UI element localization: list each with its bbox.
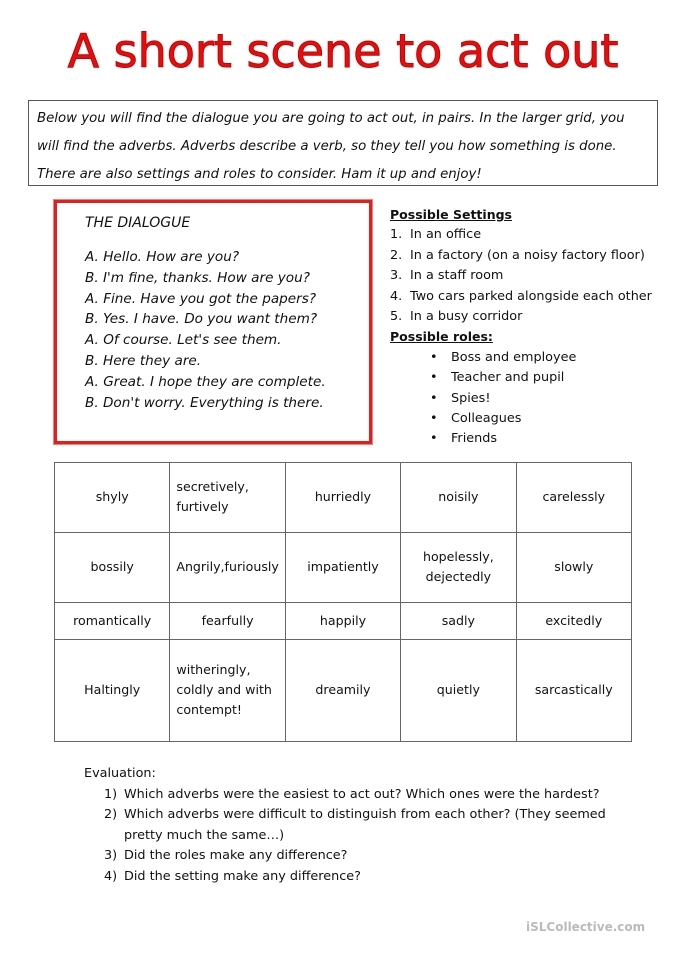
question-number: 4) [104, 868, 118, 884]
dialogue-line: B. Don't worry. Everything is there. [85, 394, 324, 411]
adverb-cell: witheringly, coldly and with contempt! [170, 639, 285, 741]
adverbs-grid [54, 462, 632, 742]
setting-label: In an office [410, 227, 482, 243]
dialogue-line: A. Hello. How are you? [85, 249, 240, 265]
question-number: 2) [104, 807, 118, 823]
setting-item [390, 246, 652, 266]
role-label: Spies! [451, 390, 491, 406]
question-number: 3) [104, 848, 118, 864]
dialogue-line: A. Great. I hope they are complete. [85, 373, 326, 390]
settings-roles [390, 205, 652, 450]
dialogue-line: B. Yes. I have. Do you want them? [85, 311, 318, 328]
question-text: Did the roles make any difference? [124, 848, 348, 864]
bullet-icon: • [430, 411, 438, 427]
intro-box: Below you will find the dialogue you are going to act out, in pairs. In the larger grid, you will find the adverbs. Adverbs describe a verb, so they tell you how something is done. There are also settings and roles to consider. Ham it up and enjoy! [28, 100, 658, 186]
setting-item [390, 307, 652, 327]
adverb-cell: Haltingly [55, 639, 170, 741]
role-item [390, 409, 652, 429]
adverb-cell: hopelessly, dejectedly [401, 532, 516, 602]
bullet-icon: • [430, 390, 438, 406]
adverb-cell: bossily [55, 532, 170, 602]
adverb-cell: hurriedly [285, 463, 400, 533]
bullet-icon: • [430, 431, 438, 447]
question-continuation: pretty much the same…) [124, 827, 285, 843]
dialogue-line: B. Here they are. [85, 352, 202, 369]
role-label: Boss and employee [451, 349, 577, 365]
setting-number: 1. [390, 227, 403, 243]
question-number: 1) [104, 786, 118, 802]
adverb-cell: romantically [55, 602, 170, 639]
adverb-cell: quietly [401, 639, 516, 741]
setting-item [390, 225, 652, 245]
dialogue-heading: THE DIALOGUE [85, 215, 191, 231]
role-item [390, 368, 652, 388]
evaluation-question [84, 846, 606, 867]
dialogue-line: A. Fine. Have you got the papers? [85, 290, 317, 307]
question-text: Did the setting make any difference? [124, 868, 361, 884]
evaluation-question [84, 785, 606, 806]
adverb-cell: happily [285, 602, 400, 639]
setting-item [390, 287, 652, 307]
question-text: Which adverbs were the easiest to act out? Which ones were the hardest? [124, 786, 600, 802]
grid-row [55, 602, 632, 639]
bullet-icon: • [430, 349, 438, 365]
grid-row [55, 463, 632, 533]
setting-number: 5. [390, 309, 403, 325]
role-label: Colleagues [451, 411, 522, 427]
grid-row [55, 532, 632, 602]
setting-item [390, 266, 652, 286]
adverb-cell: Angrily,furiously [170, 532, 285, 602]
adverb-cell: noisily [401, 463, 516, 533]
role-item [390, 389, 652, 409]
setting-label: In a factory (on a noisy factory floor) [410, 247, 645, 263]
setting-number: 4. [390, 288, 403, 304]
question-text: Which adverbs were difficult to distinguish from each other? (They seemed [124, 807, 606, 823]
grid-row [55, 639, 632, 741]
adverb-cell: sadly [401, 602, 516, 639]
adverb-cell: secretively, furtively [170, 463, 285, 533]
adverb-cell: impatiently [285, 532, 400, 602]
evaluation-question [84, 867, 606, 888]
adverb-cell: carelessly [516, 463, 631, 533]
watermark: iSLCollective.com [526, 920, 646, 934]
setting-label: In a staff room [410, 268, 504, 284]
role-item [390, 348, 652, 368]
evaluation-question [84, 805, 606, 826]
settings-heading: Possible Settings [390, 207, 512, 222]
role-label: Teacher and pupil [451, 370, 565, 386]
setting-label: In a busy corridor [410, 309, 523, 325]
adverb-cell: fearfully [170, 602, 285, 639]
adverb-cell: shyly [55, 463, 170, 533]
adverb-cell: dreamily [285, 639, 400, 741]
bullet-icon: • [430, 370, 438, 386]
page-title: A short scene to act out [67, 24, 619, 78]
setting-number: 3. [390, 268, 403, 284]
dialogue-line: B. I'm fine, thanks. How are you? [85, 269, 310, 286]
evaluation [84, 764, 606, 888]
roles-heading: Possible roles: [390, 329, 493, 345]
evaluation-heading: Evaluation: [84, 766, 156, 781]
role-item [390, 429, 652, 449]
setting-number: 2. [390, 247, 403, 263]
adverb-cell: slowly [516, 532, 631, 602]
adverb-cell: sarcastically [516, 639, 631, 741]
role-label: Friends [451, 431, 498, 447]
dialogue-line: A. Of course. Let's see them. [85, 332, 282, 349]
setting-label: Two cars parked alongside each other [410, 288, 652, 304]
dialogue-box [54, 200, 372, 444]
adverb-cell: excitedly [516, 602, 631, 639]
